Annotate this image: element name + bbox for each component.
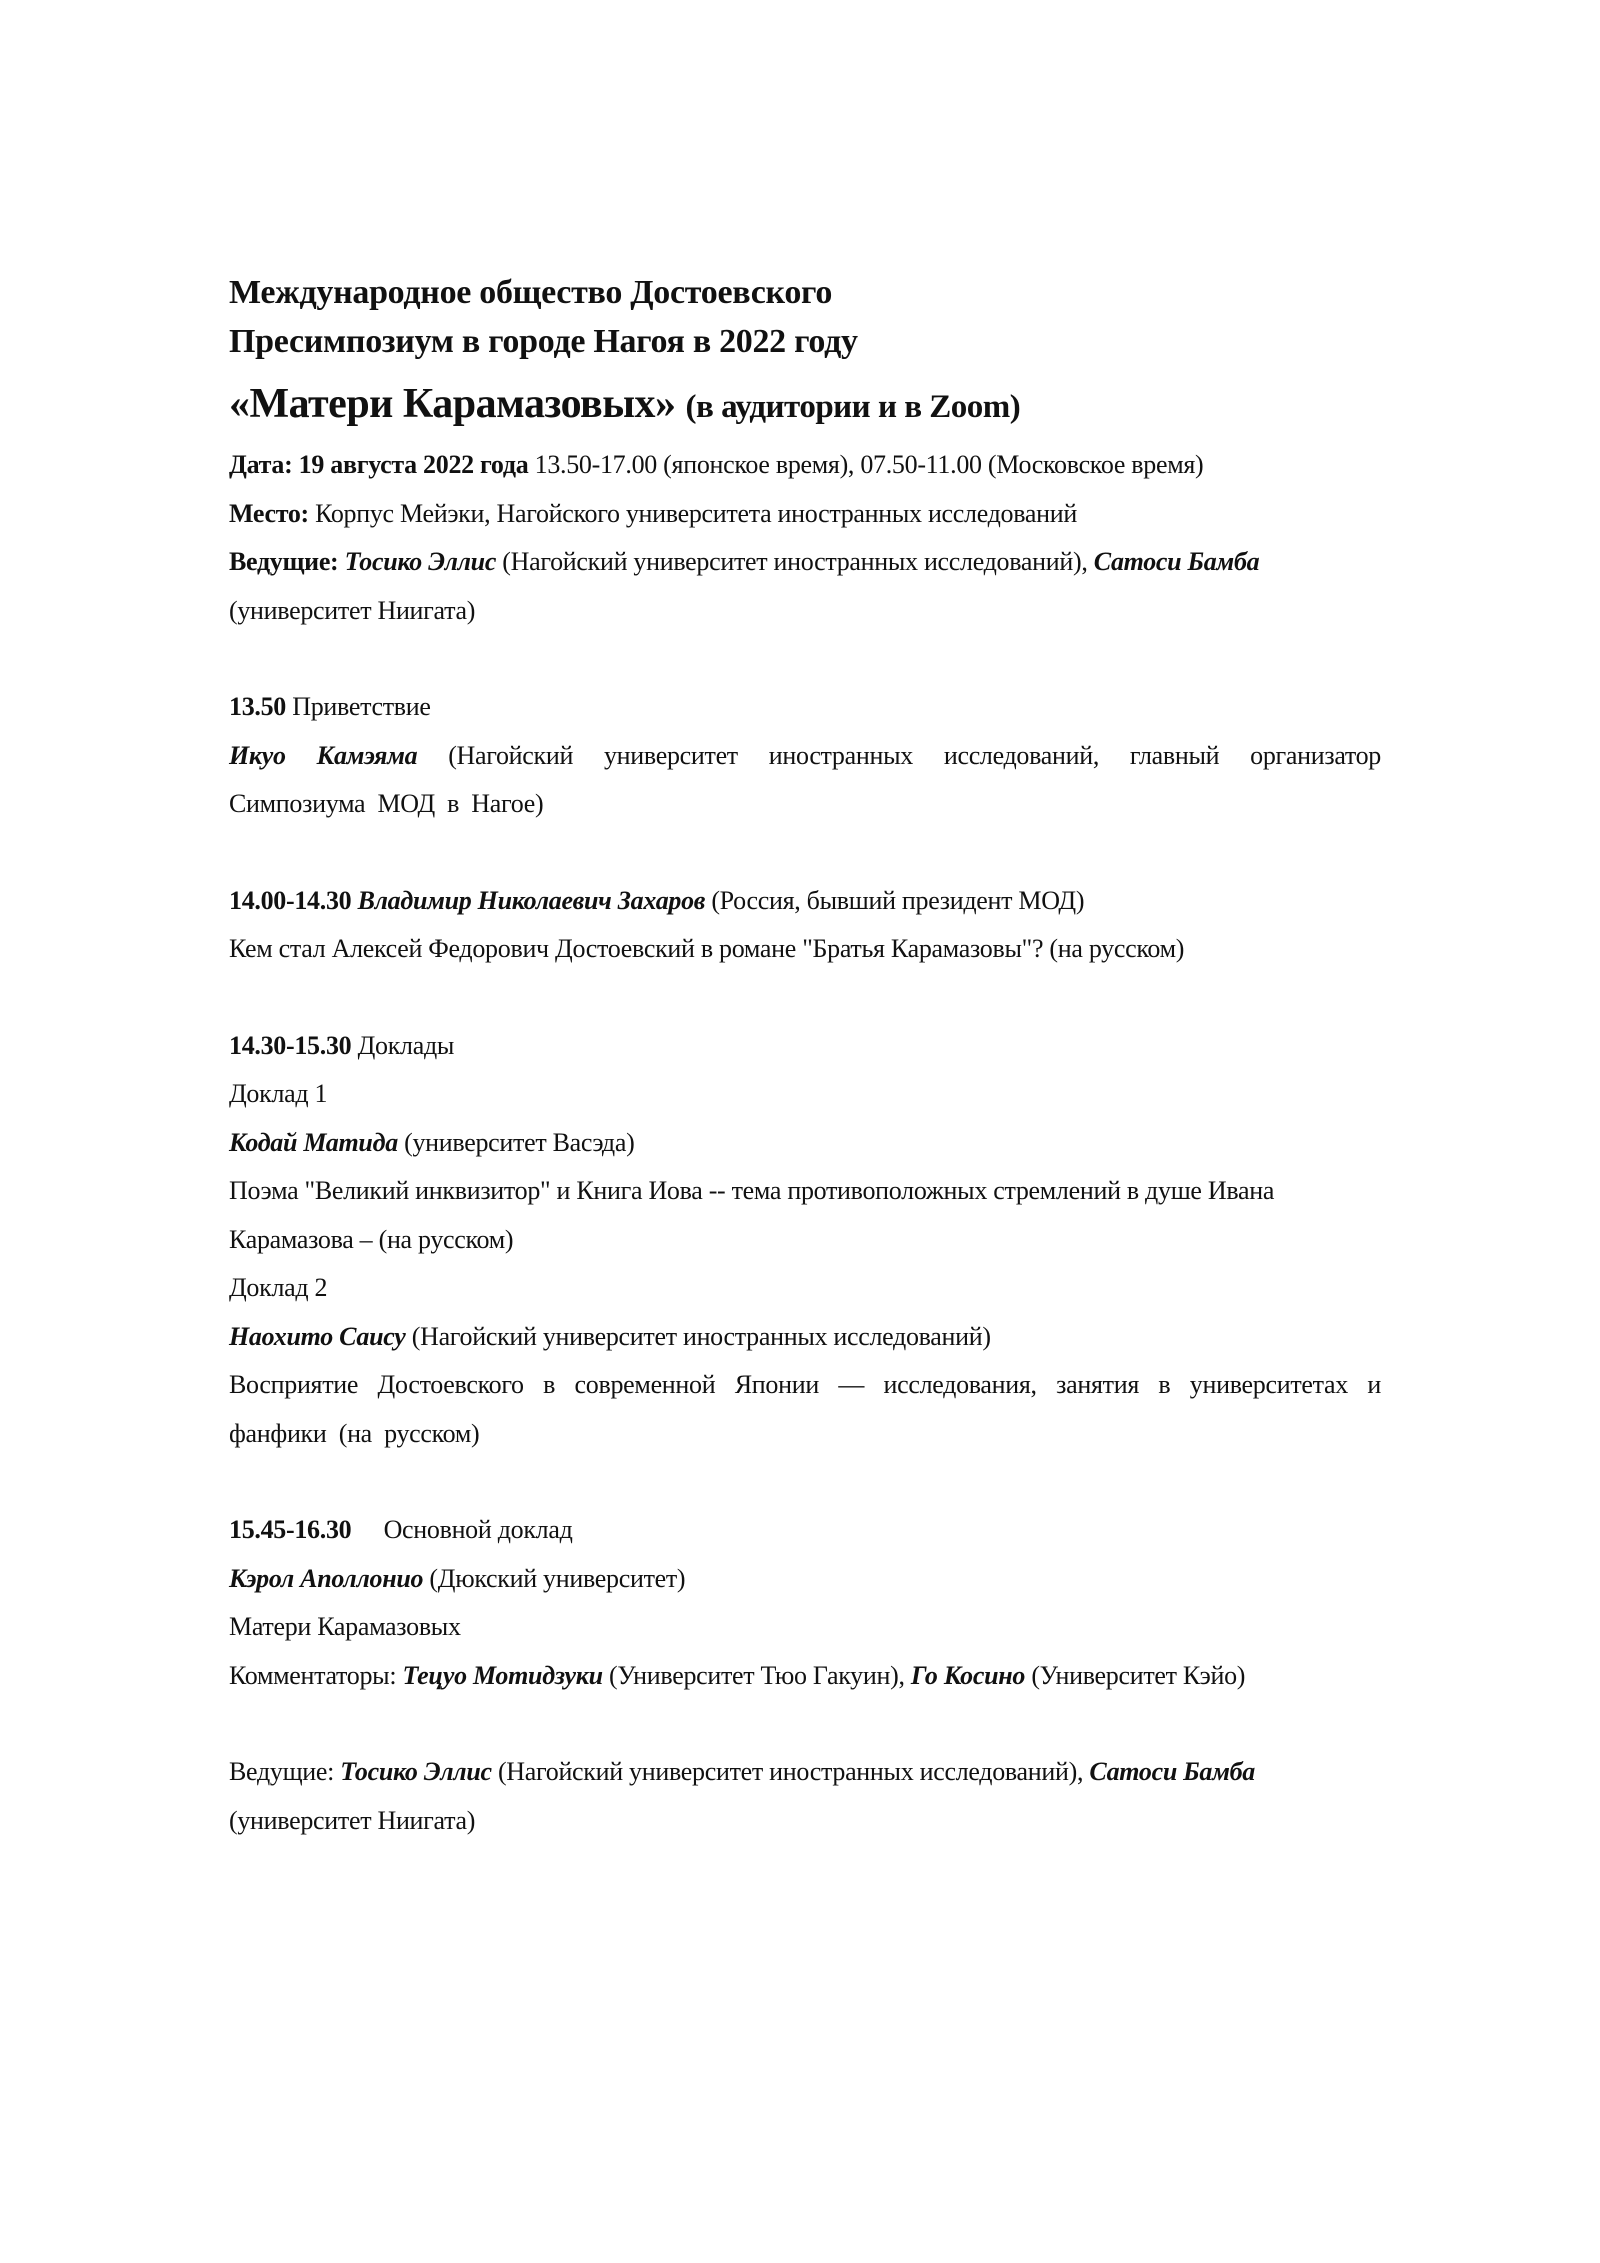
host-name: Сатоси Бамба	[1089, 1757, 1255, 1786]
talk-title: Кем стал Алексей Федорович Достоевский в романе "Братья Карамазовы"? (на русском)	[229, 934, 1185, 963]
speaker-affiliation: (Нагойский университет иностранных исследований, главный организатор Симпозиума МОД в Нагое)	[229, 740, 1382, 818]
host-affiliation: (университет Ниигата)	[229, 1805, 476, 1835]
event-title-format: (в аудитории и в Zoom)	[685, 389, 1021, 425]
session-title: Основной доклад	[383, 1515, 573, 1544]
program-keynote	[229, 1506, 1381, 1700]
date-label: Дата:	[229, 450, 293, 479]
commentators-label: Комментаторы:	[229, 1660, 397, 1690]
commentator-affiliation: (Университет Тюо Гакуин),	[608, 1660, 905, 1690]
host-name: Тосико Эллис	[344, 547, 497, 576]
commentator-affiliation: (Университет Кэйо)	[1031, 1660, 1246, 1690]
commentators-line	[229, 1652, 1381, 1701]
speaker-affiliation: (университет Васэда)	[404, 1127, 635, 1157]
hosts-label: Ведущие:	[229, 1757, 335, 1786]
commentator-name: Тецуо Мотидзуки	[402, 1660, 603, 1690]
event-title-main: «Матери Карамазовых»	[229, 381, 676, 427]
report-label: Доклад 2	[229, 1273, 328, 1302]
place-line	[229, 490, 1381, 539]
speaker-affiliation: (Россия, бывший президент МОД)	[711, 885, 1085, 915]
host-affiliation: (Нагойский университет иностранных исследований),	[497, 1757, 1084, 1786]
speaker-name: Владимир Николаевич Захаров	[357, 885, 706, 915]
session-time: 15.45-16.30	[229, 1515, 352, 1544]
host-affiliation: (Нагойский университет иностранных исследований),	[502, 547, 1088, 576]
speaker-name: Кэрол Аполлонио	[229, 1563, 424, 1593]
speaker-name: Икуо Камэяма	[229, 740, 418, 770]
speaker-affiliation: (Дюкский университет)	[429, 1563, 686, 1593]
program-talk1	[229, 877, 1381, 974]
session-title: Доклады	[357, 1030, 455, 1060]
place-value: Корпус Мейэки, Нагойского университета иностранных исследований	[315, 498, 1077, 528]
organization-name: Международное общество Достоевского	[229, 274, 833, 311]
commentator-name: Го Косино	[910, 1660, 1026, 1690]
hosts-line	[229, 538, 1381, 635]
speaker-affiliation: (Нагойский университет иностранных исследований)	[411, 1321, 991, 1351]
time-range: 13.50-17.00 (японское время), 07.50-11.00 (Московское время)	[534, 450, 1204, 479]
event-title	[229, 376, 1381, 435]
document-page	[229, 268, 1381, 1845]
session-time: 14.30-15.30	[229, 1030, 352, 1060]
event-subtitle: Пресимпозиум в городе Нагоя в 2022 году	[229, 323, 858, 360]
report-label: Доклад 1	[229, 1079, 328, 1108]
program-reports	[229, 1022, 1381, 1459]
date-value: 19 августа 2022 года	[298, 450, 529, 479]
talk-title: Матери Карамазовых	[229, 1612, 461, 1641]
report-title: Поэма "Великий инквизитор" и Книга Иова -- тема противоположных стремлений в душе Ивана Карамазова – (на русском)	[229, 1176, 1275, 1254]
host-name: Сатоси Бамба	[1093, 547, 1260, 576]
speaker-name: Наохито Саису	[229, 1321, 406, 1351]
place-label: Место:	[229, 498, 309, 528]
report-title: Восприятие Достоевского в современной Японии — исследования, занятия в университетах и фанфики (на русском)	[229, 1370, 1381, 1448]
host-name: Тосико Эллис	[340, 1757, 492, 1786]
speaker-name: Кодай Матида	[229, 1127, 398, 1157]
date-line	[229, 441, 1381, 490]
hosts-label: Ведущие:	[229, 547, 339, 576]
session-title: Приветствие	[292, 692, 431, 721]
program-welcome	[229, 683, 1381, 829]
session-time: 13.50	[229, 692, 287, 721]
closing-hosts-line	[229, 1748, 1381, 1845]
host-affiliation: (университет Ниигата)	[229, 595, 476, 625]
session-time: 14.00-14.30	[229, 885, 352, 915]
